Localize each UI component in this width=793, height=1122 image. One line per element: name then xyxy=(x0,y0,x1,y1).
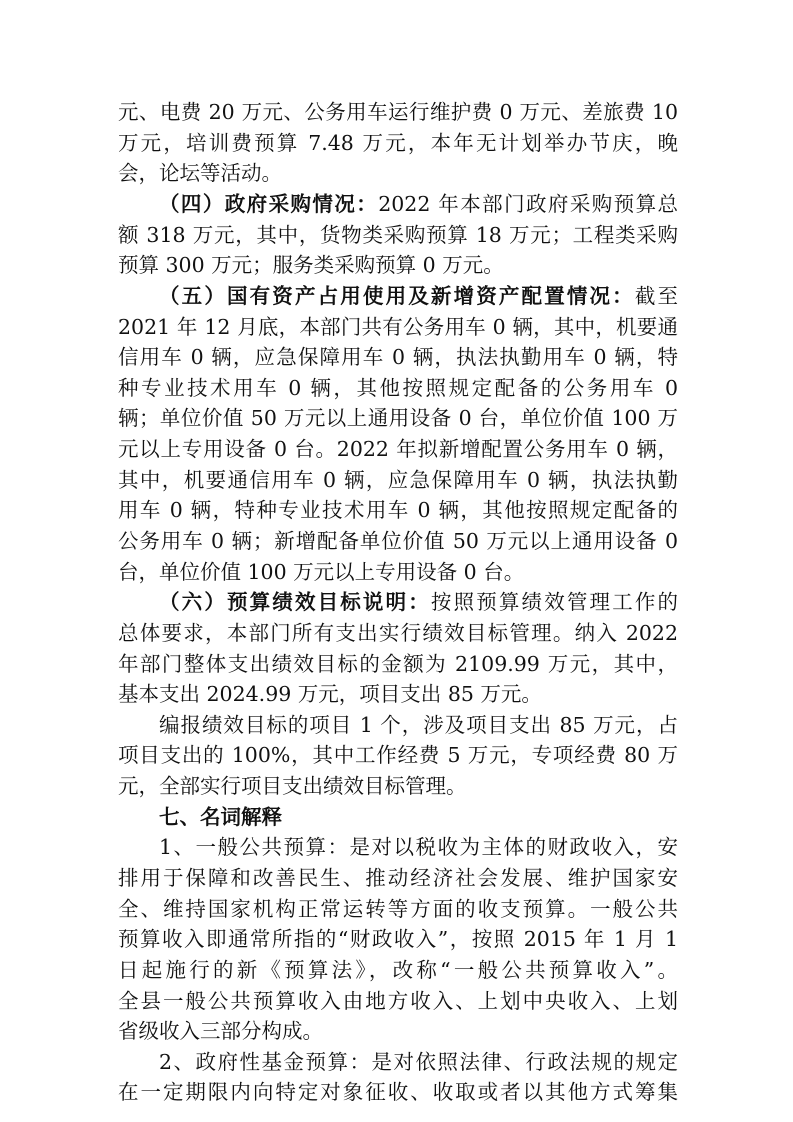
paragraph-line: 台，单位价值 100 万元以上专用设备 0 台。 xyxy=(118,559,525,584)
paragraph-line: 元以上专用设备 0 台。2022 年拟新增配置公务用车 0 辆， xyxy=(118,437,678,461)
paragraph-line: 预算收入即通常所指的“财政收入”，按照 2015 年 1 月 1 xyxy=(118,927,678,952)
section-heading-performance: （六）预算绩效目标说明： xyxy=(159,590,431,615)
paragraph-text: 按照预算绩效管理工作的 xyxy=(430,590,679,615)
paragraph-line: 预算 300 万元；服务类采购预算 0 万元。 xyxy=(118,253,504,278)
paragraph-line: 基本支出 2024.99 万元，项目支出 85 万元。 xyxy=(118,682,542,707)
section-performance-line xyxy=(159,587,678,618)
paragraph-line: 会，论坛等活动。 xyxy=(118,161,282,186)
section-procurement-line xyxy=(159,189,678,220)
paragraph-line: 用车 0 辆，特种专业技术用车 0 辆，其他按照规定配备的 xyxy=(118,498,678,523)
paragraph-line: 额 318 万元，其中，货物类采购预算 18 万元；工程类采购 xyxy=(118,222,678,247)
paragraph-line: 日起施行的新《预算法》，改称“一般公共预算收入”。 xyxy=(118,957,678,982)
paragraph-line: 2、政府性基金预算：是对依照法律、行政法规的规定 xyxy=(159,1049,678,1074)
paragraph-line: 全县一般公共预算收入由地方收入、上划中央收入、上划 xyxy=(118,988,678,1013)
section-heading-procurement: （四）政府采购情况： xyxy=(159,191,379,216)
paragraph-text: 2022 年本部门政府采购预算总 xyxy=(378,191,679,216)
section-heading-assets: （五）国有资产占用使用及新增资产配置情况： xyxy=(159,283,635,308)
paragraph-text: 截至 xyxy=(634,283,679,308)
paragraph-line: 信用车 0 辆，应急保障用车 0 辆，执法执勤用车 0 辆，特 xyxy=(118,345,678,370)
paragraph-line: 排用于保障和改善民生、推动经济社会发展、维护国家安 xyxy=(118,865,678,890)
paragraph-line: 元，全部实行项目支出绩效目标管理。 xyxy=(118,774,467,798)
paragraph-line: 项目支出的 100%，其中工作经费 5 万元，专项经费 80 万 xyxy=(118,743,678,768)
paragraph-line: 编报绩效目标的项目 1 个，涉及项目支出 85 万元，占 xyxy=(159,712,678,737)
section-assets-line xyxy=(159,281,678,312)
paragraph-line: 全、维持国家机构正常运转等方面的收支预算。一般公共 xyxy=(118,896,678,921)
paragraph-line: 元、电费 20 万元、公务用车运行维护费 0 万元、差旅费 10 xyxy=(118,100,678,124)
paragraph-line: 其中，机要通信用车 0 辆，应急保障用车 0 辆，执法执勤 xyxy=(118,467,678,492)
paragraph-line: 万元，培训费预算 7.48 万元，本年无计划举办节庆，晚 xyxy=(118,130,678,155)
paragraph-line: 总体要求，本部门所有支出实行绩效目标管理。纳入 2022 xyxy=(118,620,678,645)
paragraph-line: 公务用车 0 辆；新增配备单位价值 50 万元以上通用设备 0 xyxy=(118,528,678,553)
paragraph-line: 年部门整体支出绩效目标的金额为 2109.99 万元，其中， xyxy=(118,651,678,676)
paragraph-line: 1、一般公共预算：是对以税收为主体的财政收入，安 xyxy=(159,835,678,860)
paragraph-line: 辆；单位价值 50 万元以上通用设备 0 台，单位价值 100 万 xyxy=(118,406,678,431)
paragraph-line: 2021 年 12 月底，本部门共有公务用车 0 辆，其中，机要通 xyxy=(118,314,678,339)
paragraph-line: 省级收入三部分构成。 xyxy=(118,1019,323,1044)
section-heading-glossary: 七、名词解释 xyxy=(159,804,282,829)
paragraph-line: 种专业技术用车 0 辆，其他按照规定配备的公务用车 0 xyxy=(118,375,678,400)
paragraph-line: 在一定期限内向特定对象征收、收取或者以其他方式筹集 xyxy=(118,1080,678,1105)
